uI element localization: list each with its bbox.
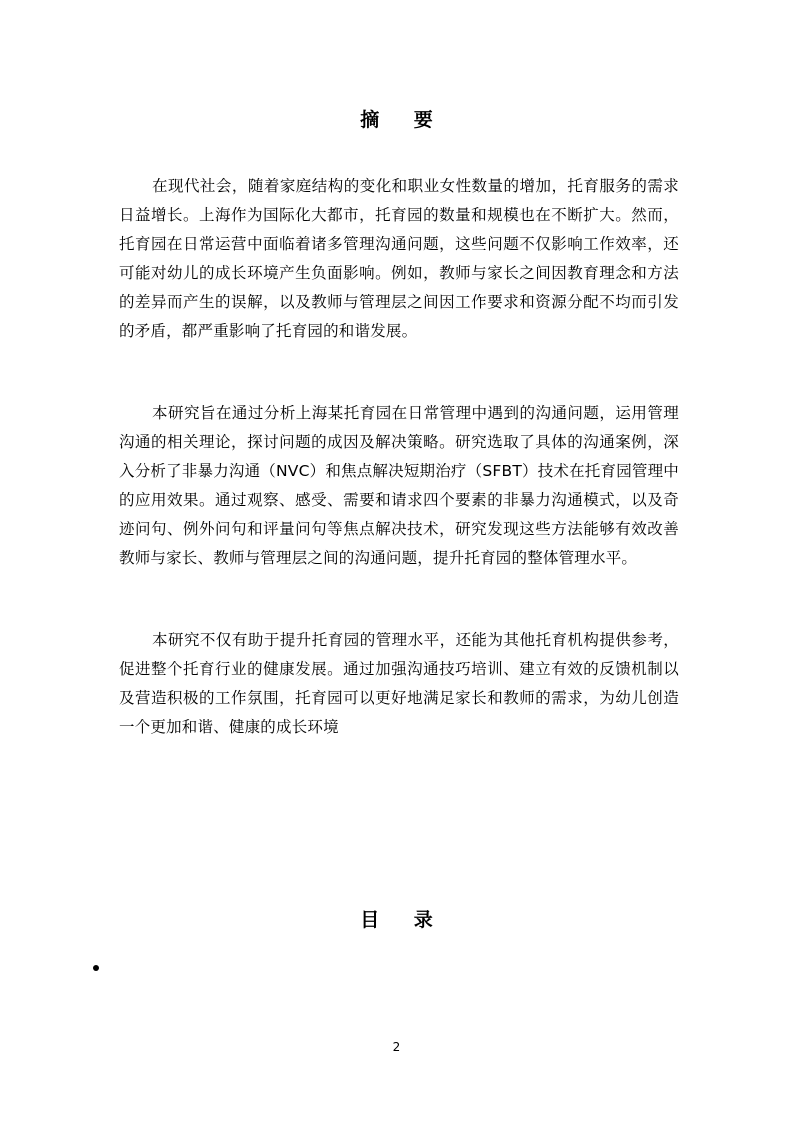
toc-bullet xyxy=(93,965,99,971)
abstract-paragraph-3: 本研究不仅有助于提升托育园的管理水平，还能为其他托育机构提供参考，促进整个托育行业的健康发展。通过加强沟通技巧培训、建立有效的反馈机制以及营造积极的工作氛围，托育园可以更好地满足家长和教师的需求，为幼儿创造一个更加和谐、健康的成长环境 xyxy=(119,631,679,736)
abstract-paragraph-1: 在现代社会，随着家庭结构的变化和职业女性数量的增加，托育服务的需求日益增长。上海作为国际化大都市，托育园的数量和规模也在不断扩大。然而，托育园在日常运营中面临着诸多管理沟通问题，这些问题不仅影响工作效率，还可能对幼儿的成长环境产生负面影响。例如，教师与家长之间因教育理念和方法的差异而产生的误解，以及教师与管理层之间因工作要求和资源分配不均而引发的矛盾，都严重影响了托育园的和谐发展。 xyxy=(119,177,679,340)
page-number: 2 xyxy=(392,1040,401,1054)
abstract-paragraph-2: 本研究旨在通过分析上海某托育园在日常管理中遇到的沟通问题，运用管理沟通的相关理论，探讨问题的成因及解决策略。研究选取了具体的沟通案例，深入分析了非暴力沟通（NVC）和焦点解决短期治疗（SFBT）技术在托育园管理中的应用效果。通过观察、感受、需要和请求四个要素的非暴力沟通模式，以及奇迹问句、例外问句和评量问句等焦点解决技术，研究发现这些方法能够有效改善教师与家长、教师与管理层之间的沟通问题，提升托育园的整体管理水平。 xyxy=(119,404,679,567)
abstract-heading: 摘 要 xyxy=(360,109,447,131)
toc-heading: 目 录 xyxy=(360,909,447,931)
